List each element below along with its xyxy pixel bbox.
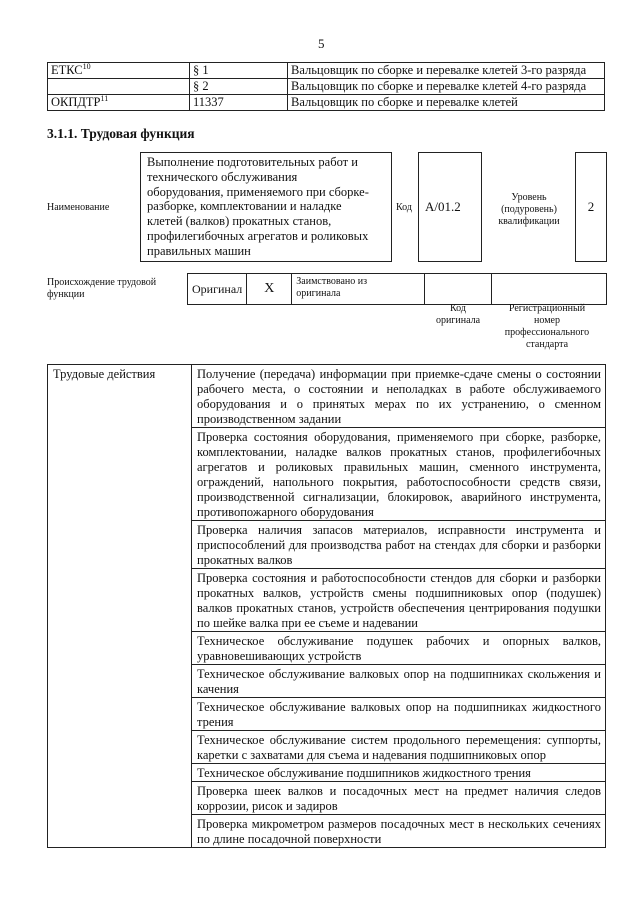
function-name-line: Выполнение подготовительных работ и bbox=[147, 155, 358, 169]
labor-action: Техническое обслуживание валковых опор на подшипниках скольжения и качения bbox=[192, 665, 606, 698]
labor-action: Проверка состояния и работоспособности стендов для сборки и разборки прокатных валков, устройств смены подшипниковых опор (подушек) валков прокатных станов, устройств обеспечения центрирования подушки по шейке валка при ее съеме и надевании bbox=[192, 569, 606, 632]
table-row bbox=[48, 79, 605, 95]
name-label: Наименование bbox=[47, 202, 110, 213]
function-name-line: технического обслуживания bbox=[147, 169, 298, 184]
labor-actions-header: Трудовые действия bbox=[48, 365, 192, 848]
origin-label: Происхождение трудовой функции bbox=[47, 277, 157, 300]
section-title: 3.1.1. Трудовая функция bbox=[47, 126, 195, 141]
function-code: А/01.2 bbox=[418, 152, 482, 262]
classifier-code: ОКПДТР$^{11}$ bbox=[48, 95, 190, 111]
labor-actions-table bbox=[47, 364, 606, 848]
labor-action: Техническое обслуживание валковых опор на подшипниках жидкостного трения bbox=[192, 698, 606, 731]
code-label: Код bbox=[396, 202, 412, 213]
classifier-name: Вальцовщик по сборке и перевалке клетей 4-го разряда bbox=[288, 79, 605, 95]
labor-action: Техническое обслуживание систем продольного перемещения: суппорты, каретки с захватами для съема и надевания подшипниковых опор bbox=[192, 731, 606, 764]
function-name-line: разборке, комплектовании и наладке bbox=[147, 199, 342, 214]
function-name-line: профилегибочных агрегатов и роликовых bbox=[147, 228, 369, 243]
classifier-ref: § 2 bbox=[190, 79, 288, 95]
labor-action: Техническое обслуживание подшипников жидкостного трения bbox=[192, 764, 606, 782]
page-number: 5 bbox=[318, 36, 325, 51]
level-label: Уровень (подуровень) квалификации bbox=[498, 192, 560, 227]
labor-action: Проверка шеек валков и посадочных мест на предмет наличия следов коррозии, рисок и задиров bbox=[192, 782, 606, 815]
classifier-code: ЕТКС$^{10}$ bbox=[48, 63, 190, 79]
classifier-name: Вальцовщик по сборке и перевалке клетей 3-го разряда bbox=[288, 63, 605, 79]
borrowed-label: Заимствовано из оригинала bbox=[292, 274, 425, 305]
original-mark: X bbox=[247, 274, 292, 305]
classifier-ref: 11337 bbox=[190, 95, 288, 111]
table-row bbox=[188, 274, 607, 305]
registration-number-caption: Регистрационный номер профессионального стандарта bbox=[504, 303, 590, 350]
registration-number-cell bbox=[492, 274, 607, 305]
classifier-ref: § 1 bbox=[190, 63, 288, 79]
classifier-code bbox=[48, 79, 190, 95]
table-row bbox=[48, 63, 605, 79]
original-label: Оригинал bbox=[188, 274, 247, 305]
original-code-cell bbox=[425, 274, 492, 305]
classifier-name: Вальцовщик по сборке и перевалке клетей bbox=[288, 95, 605, 111]
labor-action: Проверка наличия запасов материалов, исправности инструмента и приспособлений для производства работ на стендах для сборки и разборки прокатных валков bbox=[192, 521, 606, 569]
labor-action: Техническое обслуживание подушек рабочих и опорных валков, уравновешивающих устройств bbox=[192, 632, 606, 665]
function-name-line: правильных машин bbox=[147, 243, 251, 258]
original-code-caption: Код оригинала bbox=[435, 303, 481, 326]
function-name-line: оборудования, применяемого при сборке- bbox=[147, 184, 369, 199]
classification-table bbox=[47, 62, 605, 111]
table-row bbox=[48, 95, 605, 111]
qualification-level: 2 bbox=[575, 152, 607, 262]
labor-action: Получение (передача) информации при приемке-сдаче смены о состоянии рабочего места, о состоянии и неполадках в работе обслуживаемого оборудования и о принятых мерах по их устранению, о сменном производственном задании bbox=[192, 365, 606, 428]
labor-action: Проверка микрометром размеров посадочных мест в нескольких сечениях по длине посадочной поверхности bbox=[192, 815, 606, 848]
table-row bbox=[48, 365, 606, 428]
origin-table bbox=[187, 273, 607, 305]
labor-action: Проверка состояния оборудования, применяемого при сборке, разборке, комплектовании, наладке валков прокатных станов, профилегибочных агрегатов и роликовых правильных машин, сменного инструмента, ограждений, напольного покрытия, работоспособности средств связи, производственной сигнализации, блокировок, аварийного инструмента, противопожарного оборудования bbox=[192, 428, 606, 521]
function-name-line: клетей (валков) прокатных станов, bbox=[147, 214, 332, 229]
function-name-box bbox=[140, 152, 392, 262]
